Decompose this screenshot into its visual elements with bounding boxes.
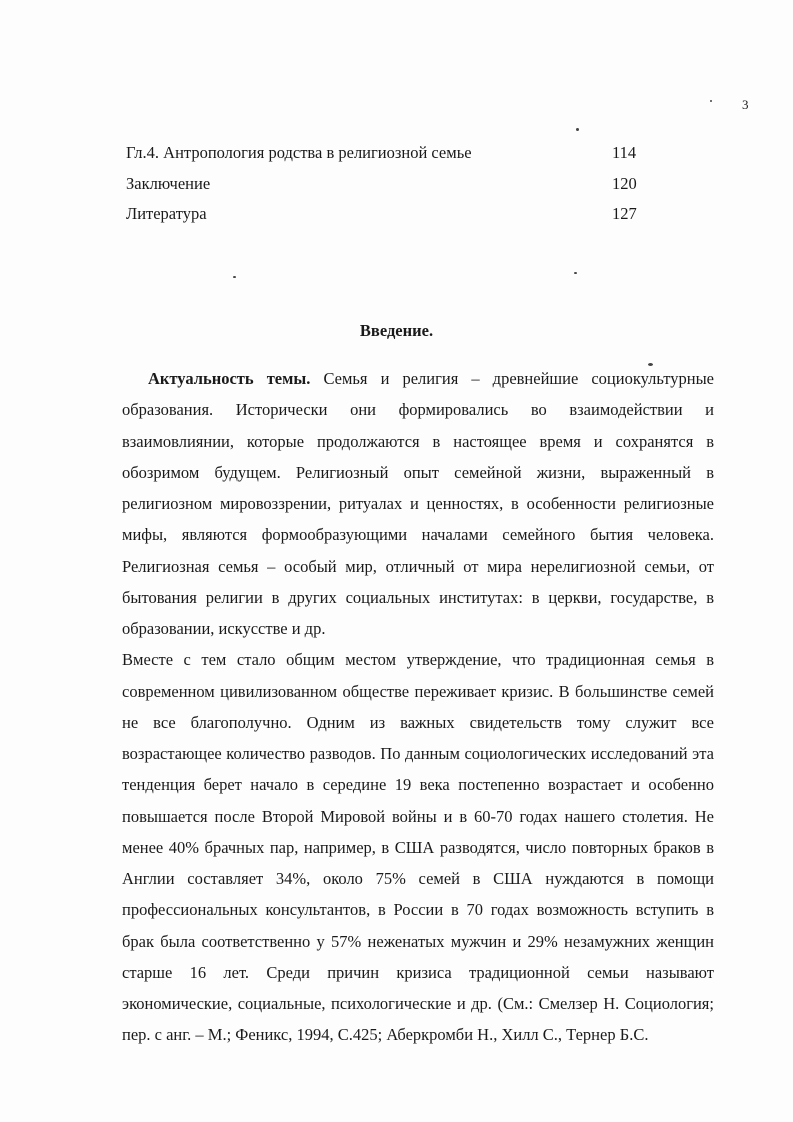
scan-speck xyxy=(576,128,579,131)
scan-speck xyxy=(710,100,712,102)
page-number: 3 xyxy=(742,97,749,112)
section-heading: Введение. xyxy=(359,321,434,340)
paragraph xyxy=(122,363,714,644)
toc-entry-page: 120 xyxy=(612,173,637,193)
toc-entry-page: 127 xyxy=(612,204,637,223)
scan-speck xyxy=(233,276,236,278)
body-text xyxy=(122,363,714,1051)
toc-entry-title: Заключение xyxy=(126,173,211,193)
toc-entry xyxy=(126,142,646,173)
paragraph xyxy=(122,644,714,1050)
paragraph-text: Вместе с тем стало общим местом утверждение, что традиционная семья в современном цивилизованном обществе переживает кризис. В большинстве семей не все благополучно. Одним из важных свидетельств тому служит все возрастающее количество разводов. По данным социологических исследований эта тенденция берет начало в середине 19 века постепенно возрастает и особенно повышается после Второй Мировой войны и в 60-70 годах нашего столетия. Не менее 40% брачных пар, например, в США разводятся, число повторных браков в Англии составляет 34%, около 75% семей в США нуждаются в помощи профессиональных консультантов, в России в 70 годах возможность вступить в брак была соответственно у 57% неженатых мужчин и 29% незамужних женщин старше 16 лет. Среди причин кризиса традиционной семьи называют экономические, социальные, психологические и др. (См.: Смелзер Н. Социология; пер. с анг. – М.; Феникс, 1994, С.425; Аберкромби Н., Хилл С., Тернер Б.С. xyxy=(122,650,714,1045)
toc-entry-title: Гл.4. Антропология родства в религиозной семье xyxy=(126,143,472,162)
table-of-contents xyxy=(126,142,646,234)
toc-entry xyxy=(126,173,646,204)
scan-speck xyxy=(574,272,577,274)
scan-speck xyxy=(648,363,653,366)
paragraph-text: Семья и религия – древнейшие социокультурные образования. Исторически они формировались во взаимодействии и взаимовлиянии, которые продолжаются в настоящее время и сохранятся в обозримом будущем. Религиозный опыт семейной жизни, выраженный в религиозном мировоззрении, ритуалах и ценностях, в особенности религиозные мифы, являются формообразующими началами семейного бытия человека. Религиозная семья – особый мир, отличный от мира нерелигиозной семьи, от бытования религии в других социальных институтах: в церкви, государстве, в образовании, искусстве и др. xyxy=(122,369,714,638)
paragraph-lead: Актуальность темы. xyxy=(148,369,311,388)
toc-entry-title: Литература xyxy=(126,204,207,223)
toc-entry xyxy=(126,203,646,234)
toc-entry-page: 114 xyxy=(612,143,637,162)
